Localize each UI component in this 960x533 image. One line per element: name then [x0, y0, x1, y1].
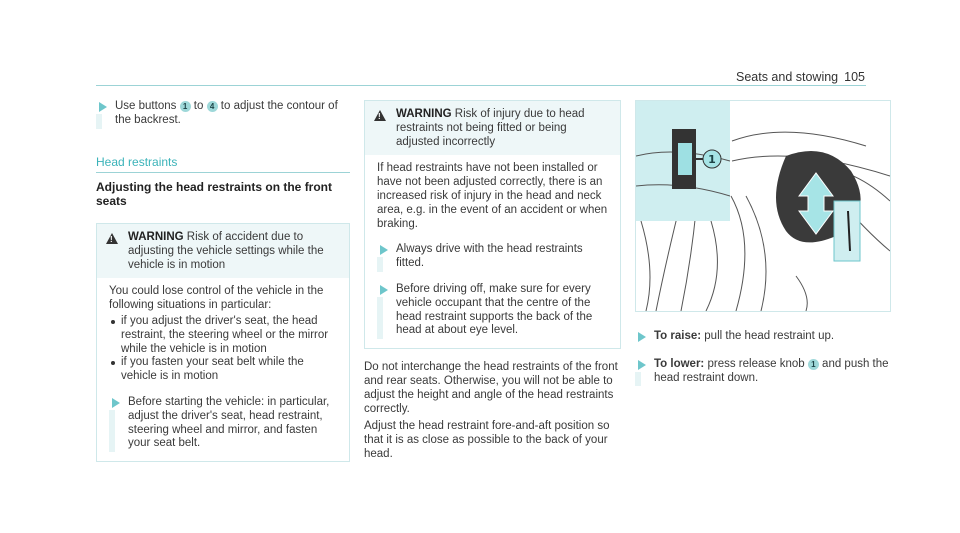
- step-arrow-icon: [638, 360, 646, 370]
- warning-title: Risk of injury due to head restraints not being fitted or being adjusted incorrectly: [396, 108, 585, 148]
- warning-header: [365, 101, 620, 155]
- figure-callout-1: 1: [708, 153, 716, 166]
- warning-step: [109, 396, 339, 451]
- warning-box: [96, 223, 350, 462]
- warning-step: [377, 283, 610, 338]
- step-text: Use buttons: [115, 100, 177, 112]
- step-text: to adjust the contour of the backrest.: [115, 100, 338, 126]
- lower-label: To lower:: [654, 357, 705, 370]
- step-raise: [635, 330, 891, 344]
- step-arrow-icon: [112, 398, 120, 408]
- header-rule: [96, 85, 866, 86]
- step-bar: [377, 297, 383, 339]
- paragraph: Adjust the head restraint fore-and-aft position so that it is as close as possible to the back of your head.: [364, 420, 610, 460]
- section-title: Head restraints: [96, 156, 350, 174]
- warning-box: [364, 100, 621, 349]
- step-bar: [635, 372, 641, 387]
- lower-text: and push the head restraint down.: [654, 357, 889, 384]
- warning-body: [365, 155, 620, 348]
- head-restraint-illustration: [635, 100, 891, 312]
- lower-text: press release knob: [707, 357, 805, 370]
- step-arrow-icon: [380, 245, 388, 255]
- warning-step: [377, 243, 610, 271]
- warning-text: You could lose control of the vehicle in the following situations in particular:: [109, 285, 324, 312]
- callout-1-icon: 1: [808, 359, 819, 370]
- step-arrow-icon: [638, 332, 646, 342]
- step-arrow-icon: [99, 102, 107, 112]
- raise-text: pull the head restraint up.: [704, 330, 835, 342]
- column-left: [96, 100, 350, 462]
- step-text: Always drive with the head restraints fitted.: [396, 243, 583, 270]
- column-right: [635, 100, 891, 385]
- step-bar: [377, 257, 383, 272]
- step-bar: [109, 410, 115, 452]
- warning-bullet: if you adjust the driver's seat, the head restraint, the steering wheel or the mirror while the vehicle is in motion: [109, 315, 339, 356]
- step-text: to: [193, 100, 204, 112]
- warning-triangle-icon: [374, 110, 386, 121]
- warning-label: WARNING: [128, 230, 184, 243]
- step-text: Before driving off, make sure for every vehicle occupant that the centre of the head restraint supports the back of the head at about eye level.: [396, 282, 593, 337]
- step-arrow-icon: [380, 285, 388, 295]
- column-middle: [364, 100, 621, 462]
- subheading: Adjusting the head restraints on the front seats: [96, 180, 333, 209]
- paragraph: Do not interchange the head restraints of the front and rear seats. Otherwise, you will not be able to adjust the height and angle of the head restraints correctly.: [364, 361, 618, 415]
- step-adjust-contour: [96, 100, 350, 128]
- callout-1-icon: 1: [180, 101, 191, 112]
- warning-header: [97, 224, 349, 278]
- warning-text: If head restraints have not been installed or have not been adjusted correctly, there is an increased risk of injury in the head and neck area, e.g. in the event of an accident or when braking.: [377, 162, 608, 230]
- section-name: Seats and stowing: [735, 70, 839, 84]
- callout-4-icon: 4: [207, 101, 218, 112]
- raise-label: To raise:: [654, 330, 702, 342]
- step-text: Before starting the vehicle: in particular, adjust the driver's seat, head restraint, steering wheel and mirror, and fasten your seat belt.: [128, 395, 330, 450]
- step-lower: [635, 358, 891, 386]
- warning-triangle-icon: [106, 233, 118, 244]
- warning-bullet: if you fasten your seat belt while the vehicle is in motion: [109, 356, 339, 384]
- head-restraint-drawing: [636, 101, 890, 311]
- step-bar: [96, 114, 102, 129]
- warning-label: WARNING: [396, 108, 452, 120]
- warning-body: [97, 278, 349, 461]
- page-header: [736, 70, 865, 84]
- page-number: 105: [844, 70, 865, 84]
- warning-title: Risk of accident due to adjusting the vehicle settings while the vehicle is in motion: [128, 230, 324, 271]
